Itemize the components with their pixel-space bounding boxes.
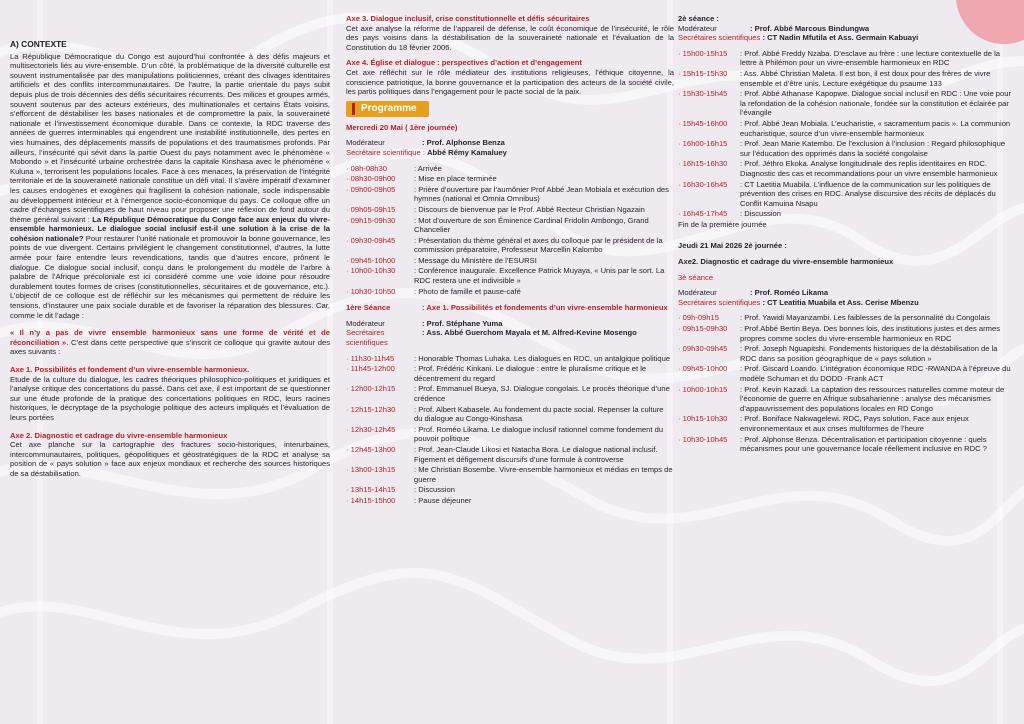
schedule-text: : Photo de famille et pause-café	[414, 286, 521, 296]
schedule-time: · 09h15-09h30	[678, 324, 728, 334]
axe2-title: Axe 2. Diagnostic et cadrage du vivre-ensemble harmonieux	[10, 430, 228, 440]
context-paragraph	[10, 52, 330, 321]
day1-moderator: Modérateur : Prof. Alphonse Benza	[346, 138, 505, 148]
schedule-time: · 12h00-12h15	[346, 384, 396, 394]
schedule-time: · 10h15-10h30	[678, 414, 728, 424]
schedule-text: : Prof. Emmanuel Bueya, SJ. Dialogue congolais. Le procès théorique d’une crédence	[414, 384, 670, 403]
schedule-row	[678, 119, 1016, 138]
schedule-row	[346, 425, 674, 444]
schedule-time: · 09h00-09h05	[346, 184, 396, 194]
schedule-text: : Mot d’ouverture de son Éminence Cardinal Fridolin Ambongo, Grand Chancelier	[414, 215, 649, 235]
schedule-text: : Discussion	[740, 209, 781, 219]
axe4-body: Cet axe réfléchit sur le rôle médiateur des institutions religieuses, l’éthique citoyenne, la conscience patriotique, la bonne gouvernance et la participation des acteurs de la société civile, les partis politiques dans l’engagement pour le pacte social de la paix.	[346, 67, 674, 97]
schedule-row	[346, 485, 674, 495]
schedule-time: · 12h30-12h45	[346, 424, 396, 434]
day1-secretary: Secrétaire scientifique : Abbé Rémy Kamaluey	[346, 147, 507, 157]
session1-header: 1ère Séance : Axe 1. Possibilités et fondements d’un vivre-ensemble harmonieux	[346, 303, 668, 313]
schedule-row	[678, 313, 1016, 323]
schedule-time: · 11h30-11h45	[346, 353, 395, 363]
schedule-time: · 09h30-09h45	[678, 344, 728, 354]
context-body-2: Pour restaurer l’unité nationale et promouvoir la bonne gouvernance, les points de vue divergent. Certains privilégient le changement constitutionnel, d’autres, la lutte armée pour faire entendre leurs revendications, tandis que d’autres encore, prônent le dialogue. Ce dialogue social inclusif, conçu dans le prolongement du modèle de l’arbre à palabre de l’Afrique précoloniale est ici considéré comme une voie idoine pour résoudre durablement toutes formes de crises (constitutionnelles, sécuritaires et de gouvernance, etc.). L’objectif de ce colloque est de réfléchir sur les mécanismes qui permettent de réduire les tensions, d’instaurer une paix sociale durable et de favoriser la réparation des blessures. Car, comme le dit l’adage :	[10, 233, 330, 320]
session3-secretaries: Secrétaires scientifiques : CT Leatitia Muabila et Ass. Cerise Mbenzu	[678, 297, 919, 307]
schedule-text: : Prof. Kevin Kazadi. La captation des ressources naturelles comme moteur de l’économie de guerre en Afrique subsaharienne : analyse des mécanismes d’appauvrissement des populations locales en RD Congo	[740, 384, 1005, 413]
schedule-time: · 16h45-17h45	[678, 209, 728, 219]
schedule-text: : Prof.Abbé Bertin Beya. Des bonnes lois, des institutions justes et des armes propres comme socles du vivre-ensemble harmonieux en RDC	[740, 324, 1001, 343]
schedule-row	[346, 216, 674, 235]
schedule-text: : Message du Ministère de l’ESURSI	[414, 255, 537, 265]
schedule-row	[346, 354, 674, 364]
schedule-row	[346, 164, 674, 174]
schedule-time: · 11h45-12h00	[346, 364, 395, 374]
schedule-time: · 09h-09h15	[678, 313, 719, 323]
schedule-text: : Mise en place terminée	[414, 174, 497, 184]
axe4-title: Axe 4. Église et dialogue : perspectives d’action et d’engagement	[346, 58, 582, 68]
schedule-text: : Discussion	[414, 485, 455, 495]
schedule-row	[678, 364, 1016, 383]
schedule-time: · 10h30-10h50	[346, 286, 396, 296]
schedule-text: : Prof. Abbé Jean Mobiala. L’eucharistie, « sacramentum pacis ». La communion eucharistique, source d’un vivre-ensemble harmonieux	[740, 118, 1011, 138]
schedule-time: · 09h05-09h15	[346, 204, 396, 214]
session3-schedule	[678, 313, 1016, 453]
session2-schedule	[678, 49, 1016, 219]
schedule-text: : Ass. Abbé Christian Maleta. Il est bon, il est doux pour des frères de vivre ensemble et d’être unis. Lecture exégétique du psaume 133	[740, 68, 991, 88]
adage-paragraph	[10, 328, 330, 357]
schedule-time: · 09h15-09h30	[346, 215, 396, 225]
session3-moderator: Modérateur : Prof. Roméo Likama	[678, 288, 829, 298]
schedule-text: : Conférence inaugurale. Excellence Patrick Muyaya, « Unis par le sort. La RDC restera une et indivisible »	[414, 266, 665, 286]
schedule-row	[346, 496, 674, 506]
schedule-text: : Prof. Giscard Loando. L’intégration économique RDC -RWANDA à l’épreuve du modèle Schuman et du DODD -Frank ACT	[740, 364, 1011, 383]
schedule-row	[346, 465, 674, 484]
axe1-title: Axe 1. Possibilités et fondement d’un vivre-ensemble harmonieux.	[10, 365, 250, 374]
schedule-text: : Prof. Frédéric Kinkani. Le dialogue : entre le pluralisme critique et le décentrement du regard	[414, 364, 647, 383]
schedule-time: · 16h00-16h15	[678, 139, 728, 149]
session1-schedule	[346, 354, 674, 506]
schedule-text: : Prof. Roméo Likama. Le dialogue inclusif rationnel comme fondement du pouvoir politique	[414, 424, 664, 444]
schedule-time: · 09h45-10h00	[678, 364, 728, 374]
schedule-row	[678, 180, 1016, 209]
schedule-text: : Arrivée	[414, 163, 442, 173]
schedule-row	[678, 414, 1016, 433]
schedule-row	[678, 69, 1016, 88]
context-theme: La République Démocratique du Congo face aux enjeux du vivre-ensemble harmonieux. Le dialogue social inclusif est-il une solution à la crise de la cohésion nationale?	[10, 214, 330, 243]
session3-label: 3è séance	[678, 272, 714, 282]
schedule-row	[346, 205, 674, 215]
schedule-row	[346, 174, 674, 184]
schedule-time: · 09h45-10h00	[346, 255, 396, 265]
axe3-body: Cet axe analyse la réforme de l’appareil de défense, le coût économique de l’insécurité, le rôle des pays voisins dans la déstabilisation de la souveraineté nationale et l’évaluation de la Constitution du 18 février 2006.	[346, 23, 674, 52]
schedule-time: · 16h15-16h30	[678, 159, 728, 169]
schedule-row	[678, 324, 1016, 343]
schedule-row	[346, 287, 674, 297]
schedule-text: : Présentation du thème général et axes du colloque par le président de la commission préparatoire, Professeur Marcellin Kalombo	[414, 235, 663, 255]
schedule-time: · 12h15-12h30	[346, 404, 396, 414]
column-programme-day1	[346, 14, 674, 507]
schedule-row	[346, 445, 674, 464]
schedule-time: · 13h00-13h15	[346, 465, 396, 475]
programme-badge	[346, 101, 429, 117]
schedule-time: · 08h30-09h00	[346, 174, 396, 184]
schedule-text: : Prof. Joseph Nguapitshi. Fondements historiques de la déstabilisation de la RDC dans sa position géographique de « pays solution »	[740, 344, 998, 363]
schedule-row	[346, 384, 674, 403]
schedule-text: : Prof. Abbé Athanase Kapopwe. Dialogue social inclusif en RDC : Une voie pour la refondation de la cohésion nationale, fondée sur la constitution et éclairée par l’évangile	[740, 89, 1012, 118]
axe2-heading: Axe2. Diagnostic et cadrage du vivre-ensemble harmonieux	[678, 257, 894, 267]
schedule-text: : Honorable Thomas Luhaka. Les dialogues en RDC, un antalgique politique	[414, 353, 671, 363]
end-day1: Fin de la première journée	[678, 219, 767, 229]
schedule-text: : Discours de bienvenue par le Prof. Abbé Recteur Christian Ngazain	[414, 204, 645, 214]
schedule-row	[678, 139, 1016, 158]
context-body: La République Démocratique du Congo est aujourd’hui confrontée à des défis majeurs et multisectoriels liés au vivre-ensemble. D’un côté, la problématique de la diversité culturelle est souvent instrumentalisée par des manipulations politiciennes, créant des clivages identitaires artificiels et des conflits intercommunautaires. De l’autre, la partie orientale du pays subit depuis plus de trois décennies des défis sécuritaires récurrents. Des milices et groupes armés, souvent soutenus par des acteurs extérieurs, des multinationales et certains États voisins, s’efforcent de déstabiliser les bases nationales et de compromettre la paix, la souveraineté nationale et l’investissement économique durable. Dans ce contexte, la RDC traverse des années de guerres interminables qui engendrent une instabilité institutionnelle, des pertes en vies humaines, des déplacements massifs de populations et des traumatismes profonds. Par ailleurs, l’insécurité qui sévit dans la partie Ouest du pays notamment avec le phénomène « Mobondo » et l’insécurité urbaine orchestrée dans la capitale Kinshasa avec le phénomène « Kuluna », terrorisent les populations locales. Face à ces menaces, la préservation de l’intégrité territoriale et de la souveraineté nationale constitue un défi vital. Il s’avère impératif d’examiner les causes endogènes et exogènes qui fragilisent la cohésion nationale, socle indispensable au développement intérieur et à l’émergence socio-économique du pays. Ce colloque offre un cadre d’échanges scientifiques de haut niveau pour proposer une réflexion de fond autour du thème général suivant :	[10, 51, 330, 224]
schedule-row	[346, 405, 674, 424]
schedule-time: · 10h30-10h45	[678, 434, 728, 444]
schedule-row	[678, 344, 1016, 363]
schedule-text: : Prof. Jéthro Ekoka. Analyse longitudinale des replis identitaires en RDC. Diagnostic des cas et recommandations pour un vivre ensemble harmonieux	[740, 159, 998, 178]
schedule-row	[678, 89, 1016, 118]
schedule-text: : Pause déjeuner	[414, 495, 472, 505]
schedule-text: : Me Christian Bosembe. Vivre-ensemble harmonieux et médias en temps de guerre	[414, 465, 673, 484]
context-title: A) CONTEXTE	[10, 39, 67, 49]
schedule-time: · 13h15-14h15	[346, 485, 396, 495]
session1-secretaries: Secrétaires scientifiques : Ass. Abbé Guerchom Mayala et M. Alfred-Kevine Mosengo	[346, 328, 637, 348]
schedule-time: · 08h-08h30	[346, 163, 387, 173]
schedule-time: · 15h15-15h30	[678, 68, 728, 78]
schedule-text: : Prof. Jean Marie Katembo. De l’exclusion à l’inclusion : Regard philosophique sur l’éducation des opprimés dans la société congolaise	[740, 139, 1006, 158]
session2-moderator: Modérateur : Prof. Abbé Marcous Bindungwa	[678, 23, 870, 33]
session2-label: 2è séance :	[678, 14, 719, 23]
schedule-row	[678, 435, 1016, 454]
day2-title: Jeudi 21 Mai 2026 2è journée :	[678, 241, 787, 251]
schedule-time: · 09h30-09h45	[346, 235, 396, 245]
schedule-time: · 15h00-15h15	[678, 48, 728, 58]
schedule-time: · 10h00-10h30	[346, 266, 396, 276]
schedule-time: · 16h30-16h45	[678, 179, 728, 189]
axe1-body: Etude de la culture du dialogue, les cadres théoriques philosophico-politiques et juridiques et l’analyse critique des concertations du passé. Dans cet axe, il est important de se questionner sur une étude profonde de la pratique des concertations politiques en RDC, leurs racines historiques, le décryptage de la psychologie politique des acteurs impliqués et l’évaluation de leurs portées	[10, 374, 330, 422]
schedule-time: · 14h15-15h00	[346, 495, 396, 505]
schedule-text: : Prof. Alphonse Benza. Décentralisation et participation citoyenne : quels mécanismes pour une gouvernance locale réellement inclusive en RDC ?	[740, 434, 987, 454]
schedule-time: · 15h45-16h00	[678, 118, 728, 128]
session2-secretaries: Secrétaires scientifiques : CT Nadin Mfutila et Ass. Germain Kabuayi	[678, 33, 919, 43]
schedule-text: : Prof. Boniface Nakwagelewi. RDC, Pays solution. Face aux enjeux environnementaux et aux crises multiformes de l’heure	[740, 414, 969, 433]
axe2-body: Cet axe planche sur la cartographie des fractures socio-historiques, interurbaines, intercommunautaires, politiques, géopolitiques et géostratégiques de la RDC et analyse sa position de « pays solution » face aux enjeux mondiaux et recherche des sources historiques de sa déstabilisation.	[10, 440, 330, 478]
adage: « Il n’y a pas de vivre ensemble harmonieux sans une forme de vérité et de réconciliation »	[10, 328, 330, 347]
schedule-row	[678, 49, 1016, 68]
schedule-text: : Prière d’ouverture par l’aumônier Prof Abbé Jean Mobiala et exécution des hymnes (national et Omnia Omnibus)	[414, 184, 669, 204]
day1-title: Mercredi 20 Mai ( 1ère journée)	[346, 122, 458, 132]
schedule-time: · 12h45-13h00	[346, 444, 396, 454]
schedule-text: : CT Laetitia Muabila. L’influence de la communication sur les politiques de prévention des crises en RDC. Analyse discursive des récits de déplacés du Conflit Kamuina Nsapu	[740, 179, 996, 208]
schedule-row	[346, 266, 674, 285]
schedule-row	[678, 159, 1016, 178]
schedule-row	[678, 385, 1016, 414]
opening-schedule	[346, 164, 674, 297]
schedule-row	[346, 236, 674, 255]
column-programme-day2	[678, 14, 1016, 455]
schedule-time: · 15h30-15h45	[678, 89, 728, 99]
schedule-row	[678, 209, 1016, 219]
schedule-row	[346, 185, 674, 204]
schedule-text: : Prof. Albert Kabasele. Au fondement du pacte social. Repenser la culture du dialogue au Congo-Kinshasa	[414, 404, 664, 424]
column-context	[10, 40, 330, 479]
adage-after: . C’est dans cette perspective que s’inscrit ce colloque qui gravite autour des axes suivants :	[10, 337, 330, 357]
schedule-row	[346, 364, 674, 383]
schedule-text: : Prof. Jean-Claude Likosi et Natacha Bora. Le dialogue national inclusif. Figement et défigement discursifs d’une formule à controverse	[414, 444, 658, 464]
schedule-text: : Prof. Abbé Freddy Nzaba. D’esclave au frère : une lecture contextuelle de la lettre à Philémon pour un vivre-ensemble harmonieux en RDC	[740, 48, 1001, 68]
programme-label: Programme	[361, 102, 417, 114]
axe3-title: Axe 3. Dialogue inclusif, crise constitutionnelle et défis sécuritaires	[346, 14, 590, 23]
schedule-row	[346, 256, 674, 266]
schedule-text: : Prof. Yawidi Mayanzambi. Les faiblesses de la personnalité du Congolais	[740, 313, 991, 323]
session1-moderator: Modérateur : Prof. Stéphane Yuma	[346, 318, 503, 328]
schedule-time: · 10h00-10h15	[678, 384, 728, 394]
